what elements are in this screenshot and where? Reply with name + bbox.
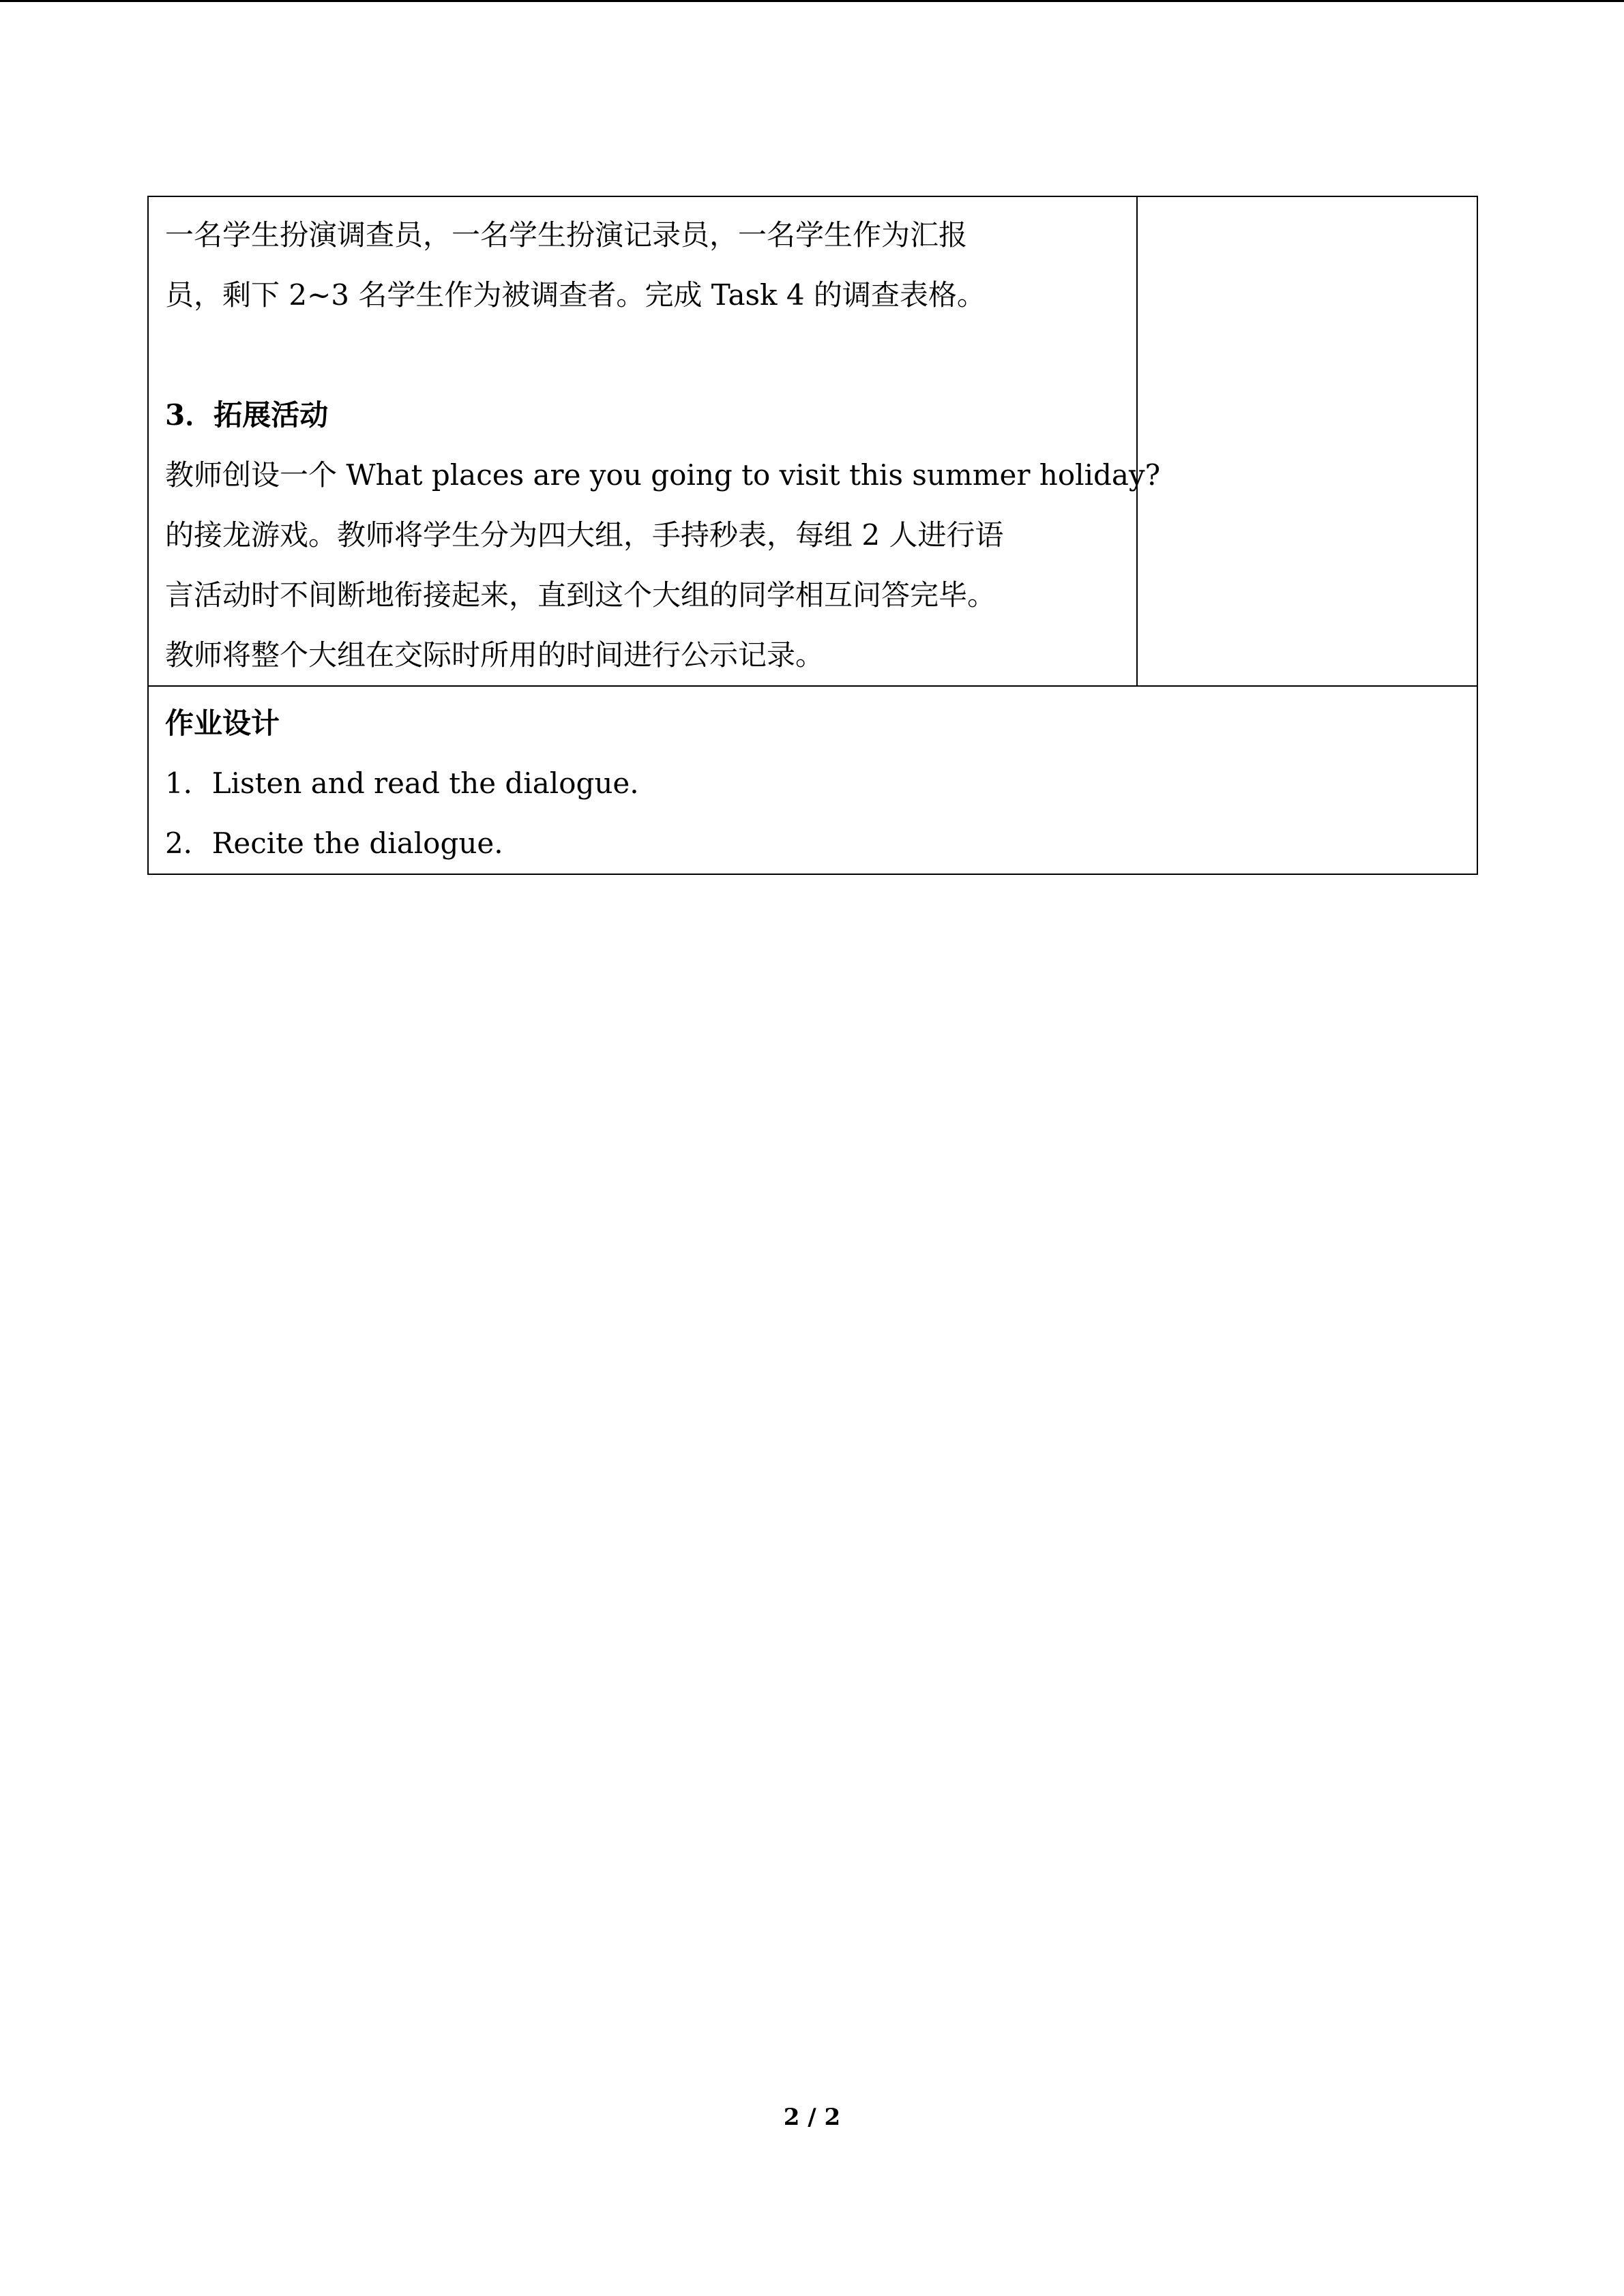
- homework-item-1: 1．Listen and read the dialogue.: [165, 766, 639, 800]
- homework-cell: [148, 686, 1477, 874]
- page-number: 2 / 2: [783, 2104, 841, 2131]
- section-3-line-3: 言活动时不间断地衔接起来，直到这个大组的同学相互问答完毕。: [165, 578, 996, 612]
- activity-content-cell: [148, 196, 1161, 686]
- lesson-plan-table: [147, 196, 1478, 875]
- activity-content: [149, 197, 1161, 685]
- section-3-heading: 3．拓展活动: [165, 398, 329, 432]
- top-border-line: [0, 0, 1624, 2]
- activity-intro-line-2: 员，剩下 2~3 名学生作为被调查者。完成 Task 4 的调查表格。: [165, 278, 986, 312]
- notes-cell: [1137, 196, 1477, 686]
- homework-item-2: 2．Recite the dialogue.: [165, 826, 503, 860]
- homework-row: [148, 686, 1477, 874]
- section-3-line-2: 的接龙游戏。教师将学生分为四大组，手持秒表，每组 2 人进行语: [165, 518, 1004, 552]
- section-3-line-4: 教师将整个大组在交际时所用的时间进行公示记录。: [165, 638, 825, 672]
- activity-intro-line-1: 一名学生扮演调查员，一名学生扮演记录员，一名学生作为汇报: [165, 218, 968, 252]
- homework-heading: 作业设计: [165, 706, 280, 740]
- blank-line: [165, 325, 1123, 385]
- activity-row: [148, 196, 1477, 686]
- homework-content: [149, 687, 1477, 874]
- section-3-line-1: 教师创设一个 What places are you going to visit this summer holiday?: [165, 458, 1161, 492]
